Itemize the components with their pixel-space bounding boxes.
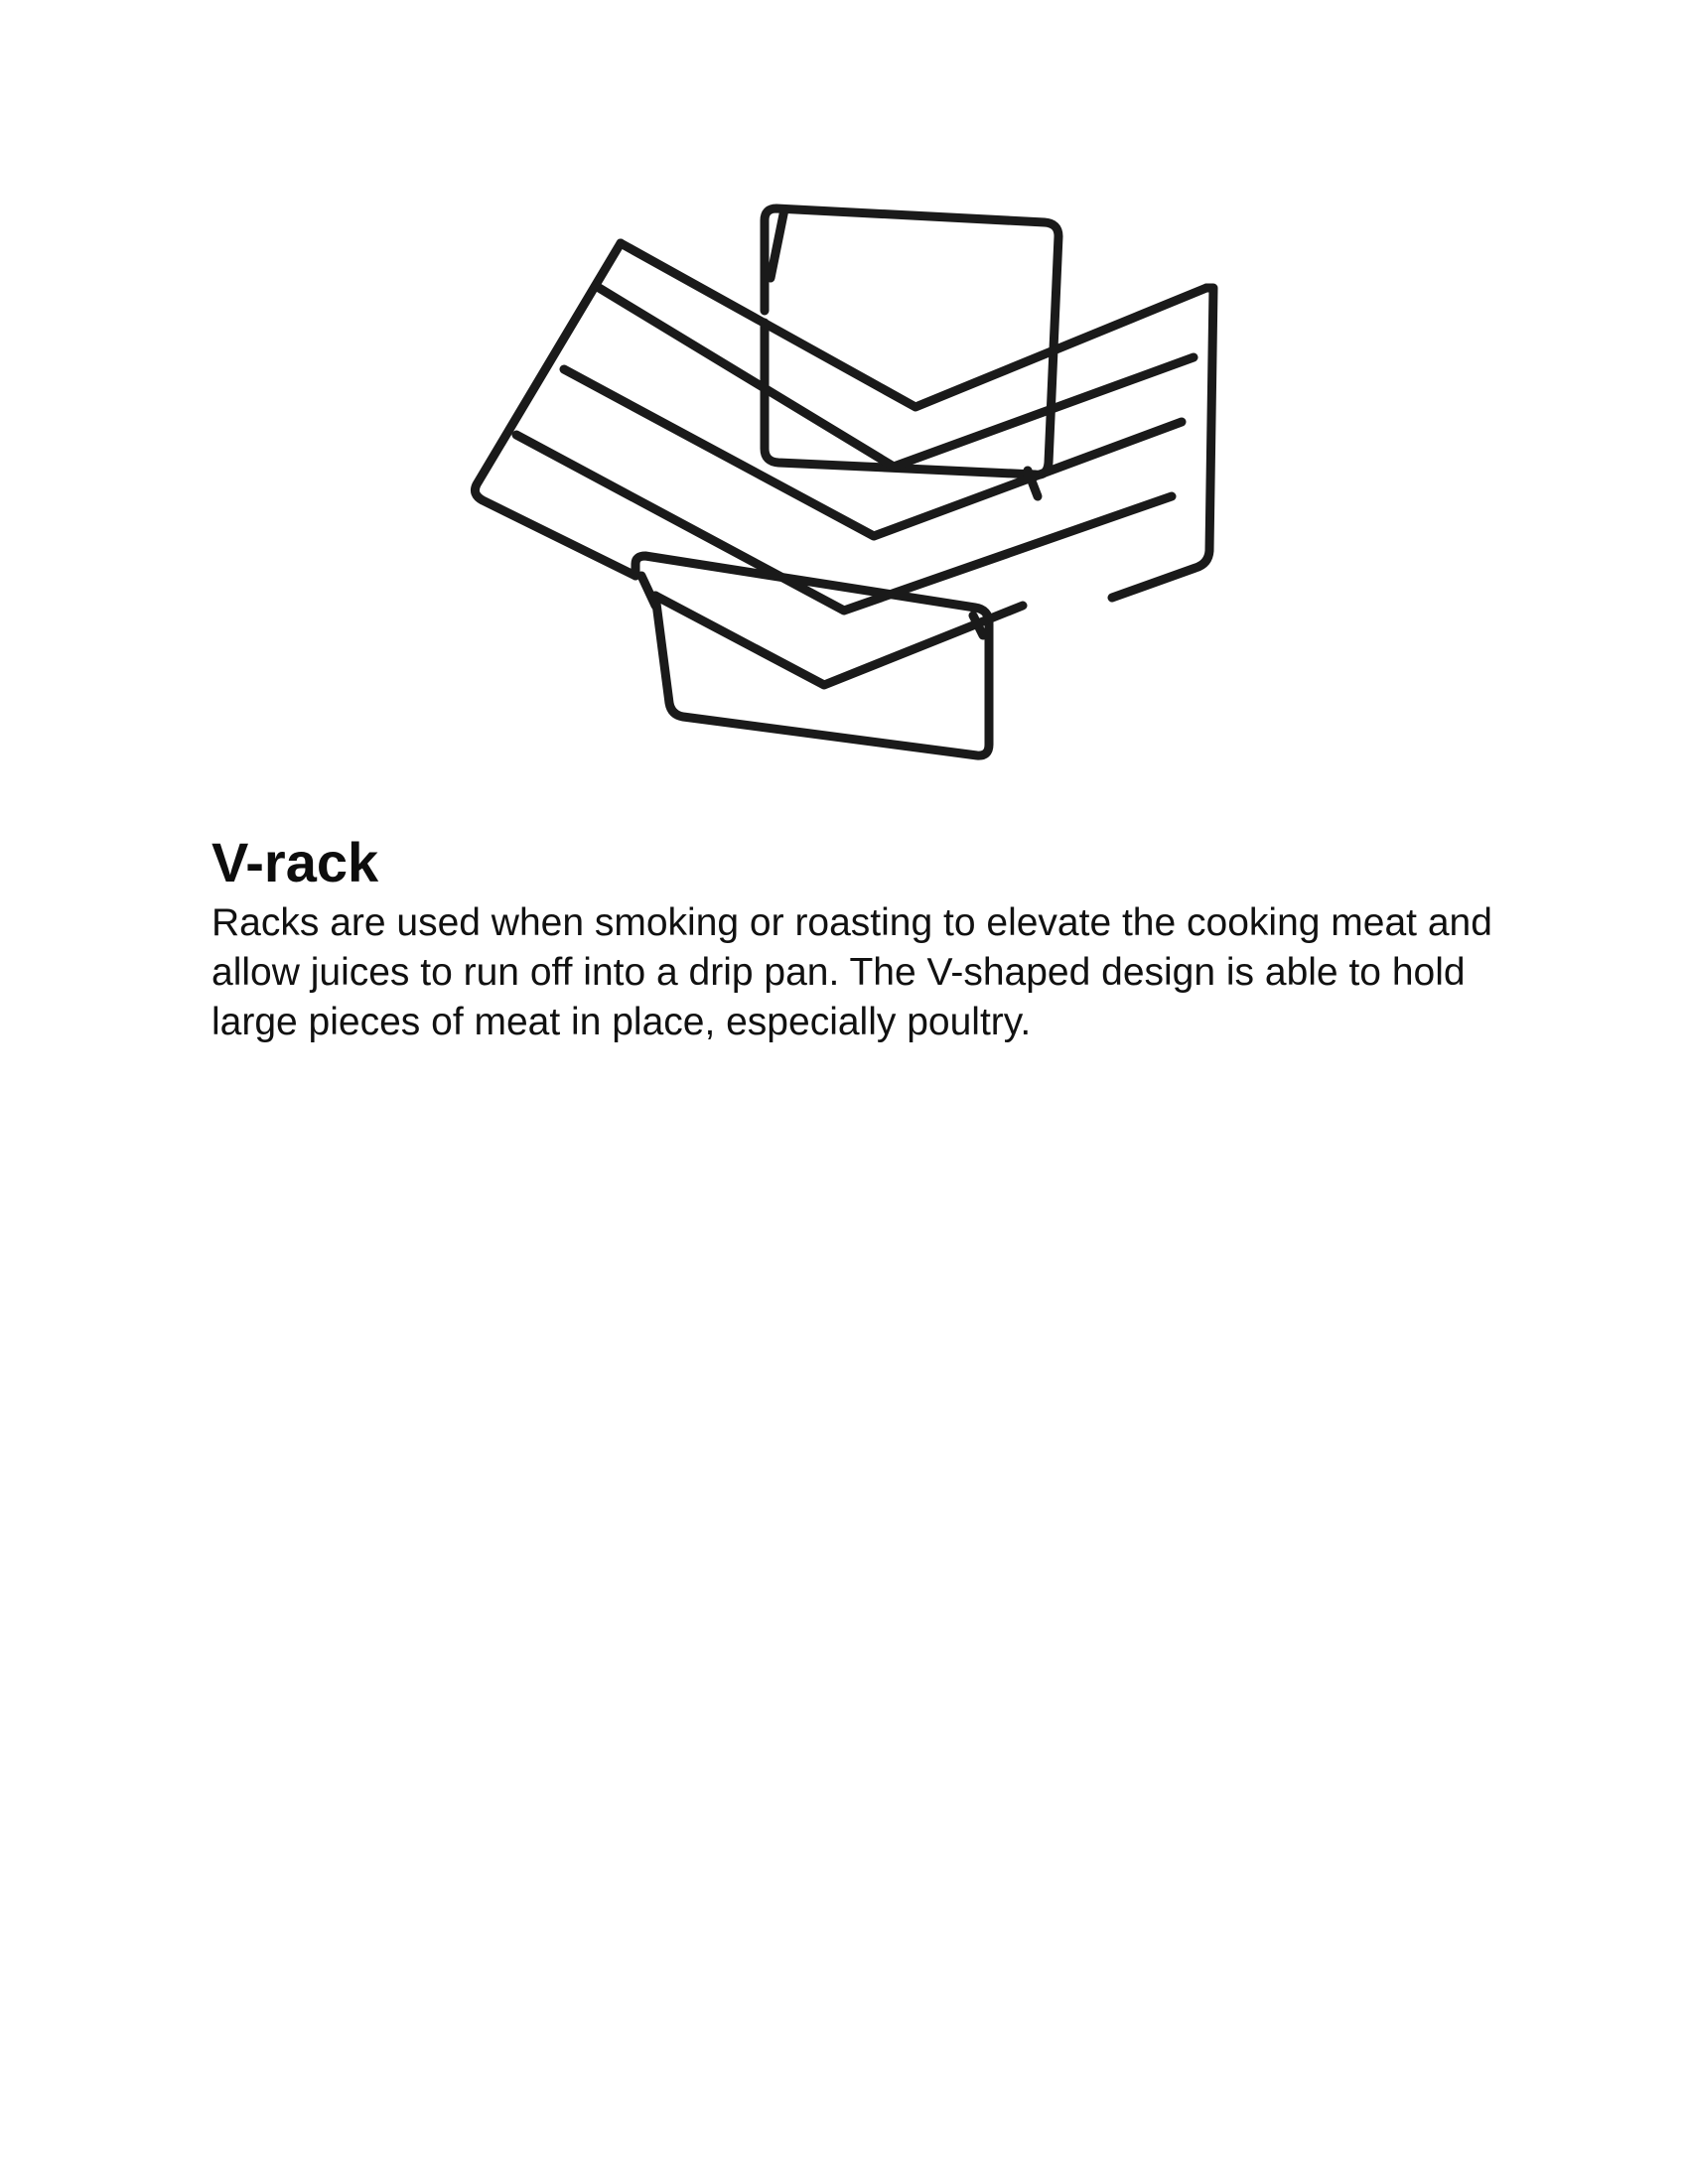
v-rack-icon (457, 194, 1231, 769)
v-rack-illustration (457, 194, 1231, 769)
article-title: V-rack (211, 831, 379, 893)
article-body: Racks are used when smoking or roasting to elevate the cooking meat and allow juices to run off into a drip pan. The V-shaped design is able to hold large pieces of meat in place, especially poultry. (211, 901, 1492, 1043)
article (211, 829, 1502, 1047)
